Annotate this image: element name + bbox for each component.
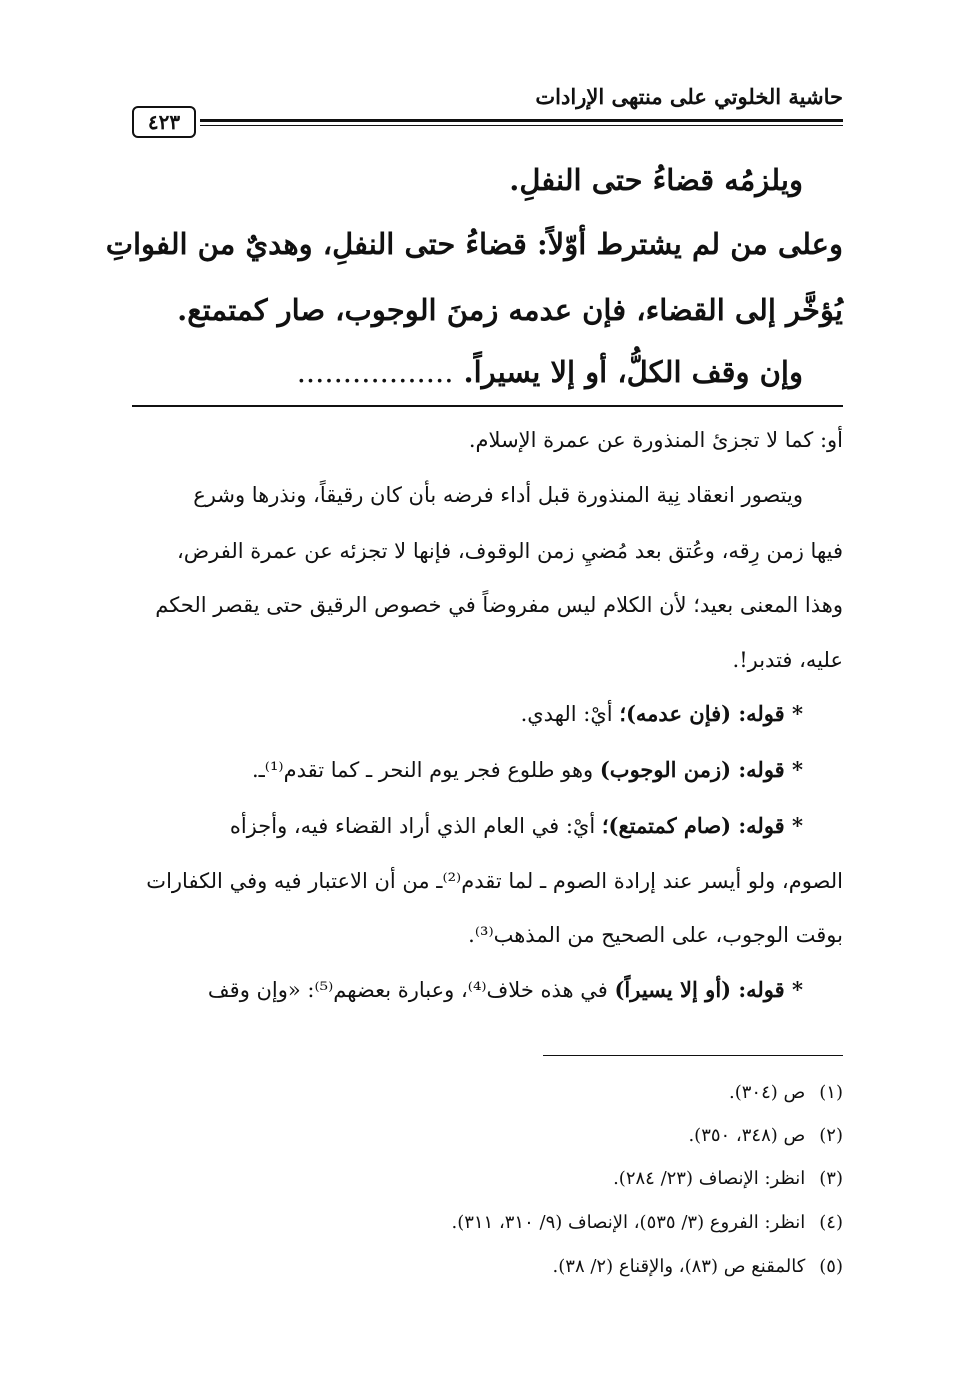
commentary-line-3: فيها زمن رِقه، وعُتق بعد مُضيِ زمن الوقوف، فإنها لا تجزئه عن عمرة الفرض،	[176, 539, 843, 563]
matn-line-1: ويلزمُه قضاءُ حتى النفلِ.	[509, 163, 803, 197]
commentary-line-11	[91, 975, 803, 1005]
footnote-4	[451, 1210, 843, 1236]
matn-line-2: وعلى من لم يشترط أوّلاً: قضاءُ حتى النفلِ، وهديٌ من الفواتِ	[105, 227, 843, 261]
quote-lead: * قوله: (أو إلا يسيراً)	[614, 977, 803, 1002]
running-header-title: حاشية الخلوتي على منتهى الإرادات	[535, 84, 843, 109]
matn-separator-rule	[132, 405, 843, 407]
header-rule-thin	[200, 125, 843, 126]
commentary-text: أيْ: الهدي.	[520, 702, 620, 726]
commentary-line-10: بوقت الوجوب، على الصحيح من المذهب⁽³⁾.	[468, 923, 843, 947]
footnote-number: (٢)	[819, 1125, 843, 1146]
footnote-text: ص (٣٤٨، ٣٥٠).	[688, 1125, 806, 1146]
commentary-line-1: أو: كما لا تجزئ المنذورة عن عمرة الإسلام.	[468, 428, 843, 452]
footnote-number: (١)	[819, 1082, 843, 1103]
header-rule	[200, 119, 843, 122]
commentary-line-5: عليه، فتدبر!.	[732, 648, 843, 672]
commentary-text: وهو طلوع فجر يوم النحر ـ كما تقدم⁽¹⁾ـ.	[251, 758, 600, 782]
quote-lead: * قوله: (فإن عدمه)؛	[619, 701, 803, 726]
footnote-separator-rule	[543, 1055, 843, 1056]
matn-line-4	[91, 352, 803, 392]
commentary-line-8	[91, 811, 803, 841]
commentary-line-7	[91, 755, 803, 785]
footnote-number: (٥)	[819, 1256, 843, 1277]
footnote-text: انظر: الفروع (٣/ ٥٣٥)، الإنصاف (٩/ ٣١٠، ٣١١).	[451, 1212, 806, 1233]
footnote-5	[553, 1254, 843, 1280]
footnote-text: انظر: الإنصاف (٢٣/ ٢٨٤).	[613, 1168, 806, 1189]
page-number: ٤٢٣	[132, 106, 196, 138]
footnote-1	[729, 1080, 843, 1106]
footnote-text: كالمقنع ص (٨٣)، والإقناع (٢/ ٣٨).	[552, 1256, 806, 1277]
footnote-number: (٤)	[819, 1212, 843, 1233]
commentary-line-6	[91, 699, 803, 729]
matn-line-3: يُؤخَّر إلى القضاء، فإن عدمه زمنَ الوجوب، صار كمتمتع.	[177, 293, 843, 327]
quote-lead: * قوله: (صام كمتمتع)؛	[601, 813, 803, 838]
footnote-2	[688, 1123, 843, 1149]
commentary-line-4: وهذا المعنى بعيد؛ لأن الكلام ليس مفروضاً في خصوص الرقيق حتى يقصر الحكم	[155, 593, 843, 617]
commentary-line-9: الصوم، ولو أيسر عند إرادة الصوم ـ لما تقدم⁽²⁾ـ من أن الاعتبار فيه وفي الكفارات	[146, 869, 843, 893]
footnote-3	[613, 1166, 843, 1192]
footnote-text: ص (٣٠٤).	[728, 1082, 806, 1103]
commentary-text: أيْ: في العام الذي أراد القضاء فيه، وأجزأه	[229, 814, 602, 838]
quote-lead: * قوله: (زمن الوجوب)	[599, 757, 803, 782]
commentary-text: في هذه خلاف⁽⁴⁾، وعبارة بعضهم⁽⁵⁾: «وإن وقف	[207, 978, 615, 1002]
commentary-line-2: ويتصور انعقاد نِية المنذورة قبل أداء فرضه بأن كان رقيقاً، ونذرها وشرع	[193, 483, 803, 507]
matn-line-4-text: وإن وقف الكلُّ، أو إلا يسيراً.	[463, 355, 803, 389]
footnote-number: (٣)	[819, 1168, 843, 1189]
matn-ellipsis: .................	[296, 355, 454, 389]
